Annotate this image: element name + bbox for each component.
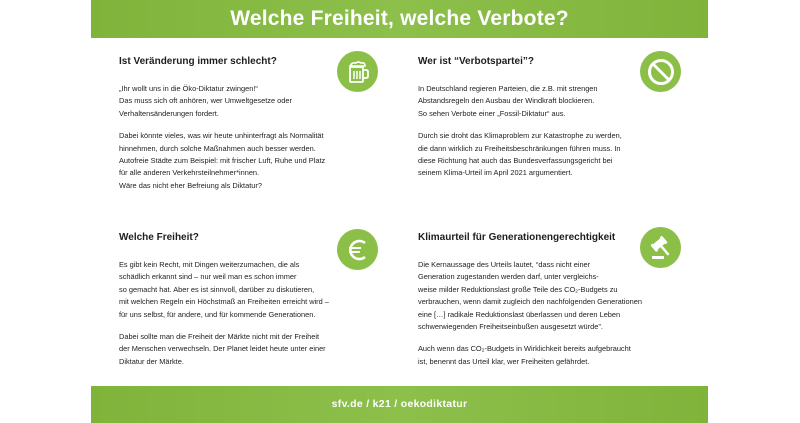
section-title: Wer ist “Verbotspartei”? bbox=[418, 56, 534, 67]
gavel-icon bbox=[640, 227, 681, 268]
section-paragraph: Dabei könnte vieles, was wir heute unhinterfragt als Normalität hinnehmen, durch solche Maßnahmen auch besser werden. Autofreie Städte zum Beispiel: mit frischer Luft, Ruhe und Platz für alle anderen Verkehrsteilnehmer*innen. Wäre das nicht eher Befreiung als Diktatur? bbox=[119, 131, 326, 190]
section-climate-ruling bbox=[418, 227, 708, 368]
beer-mug-icon bbox=[337, 51, 378, 92]
footer-bar bbox=[91, 386, 708, 423]
section-title: Ist Veränderung immer schlecht? bbox=[119, 56, 277, 67]
section-change bbox=[119, 51, 409, 192]
section-paragraph: Durch sie droht das Klimaproblem zur Katastrophe zu werden, die dann wirklich zu Freiheitsbeschränkungen führen muss. In diese Richtung hat auch das Bundesverfassungsgericht bei seinem Klima-Urteil im April 2021 argumentiert. bbox=[418, 131, 622, 178]
section-paragraph: Auch wenn das CO₂-Budgets in Wirklichkeit bereits aufgebraucht ist, benennt das Urteil klar, wer Freiheiten gefährdet. bbox=[418, 344, 631, 366]
section-paragraph: „Ihr wollt uns in die Öko-Diktatur zwingen!“ Das muss sich oft anhören, wer Umweltgesetze oder Verhaltensänderungen fordert. bbox=[119, 84, 292, 118]
section-title: Welche Freiheit? bbox=[119, 232, 199, 243]
prohibited-icon bbox=[640, 51, 681, 92]
page-title: Welche Freiheit, welche Verbote? bbox=[230, 7, 569, 30]
header-bar bbox=[91, 0, 708, 38]
footer-link-text[interactable]: sfv.de / k21 / oekodiktatur bbox=[331, 398, 468, 410]
section-freedom bbox=[119, 227, 409, 368]
euro-icon bbox=[337, 229, 378, 270]
section-paragraph: Es gibt kein Recht, mit Dingen weiterzumachen, die als schädlich erkannt sind – nur weil man es schon immer so gemacht hat. Aber es ist sinnvoll, darüber zu diskutieren, mit welchen Regeln ein Höchstmaß an Freiheiten erreicht wird – für uns selbst, für andere, und für kommende Generationen. bbox=[119, 260, 329, 319]
section-title: Klimaurteil für Generationengerechtigkeit bbox=[418, 232, 616, 243]
section-ban-party bbox=[418, 51, 708, 180]
section-paragraph: Die Kernaussage des Urteils lautet, “dass nicht einer Generation zugestanden werden darf, unter vergleichs- weise milder Reduktionslast große Teile des CO₂-Budgets zu verbrauchen, wenn damit zugleich den nachfolgenden Generationen eine […] radikale Reduktionslast überlassen und deren Leben schwerwiegenden Freiheitseinbußen ausgesetzt würde”. bbox=[418, 260, 642, 332]
section-paragraph: In Deutschland regieren Parteien, die z.B. mit strengen Abstandsregeln den Ausbau der Windkraft blockieren. So sehen Verbote einer „Fossil-Diktatur“ aus. bbox=[418, 84, 598, 118]
section-paragraph: Dabei sollte man die Freiheit der Märkte nicht mit der Freiheit der Menschen verwechseln. Der Planet leidet heute unter einer Diktatur der Märkte. bbox=[119, 332, 326, 366]
